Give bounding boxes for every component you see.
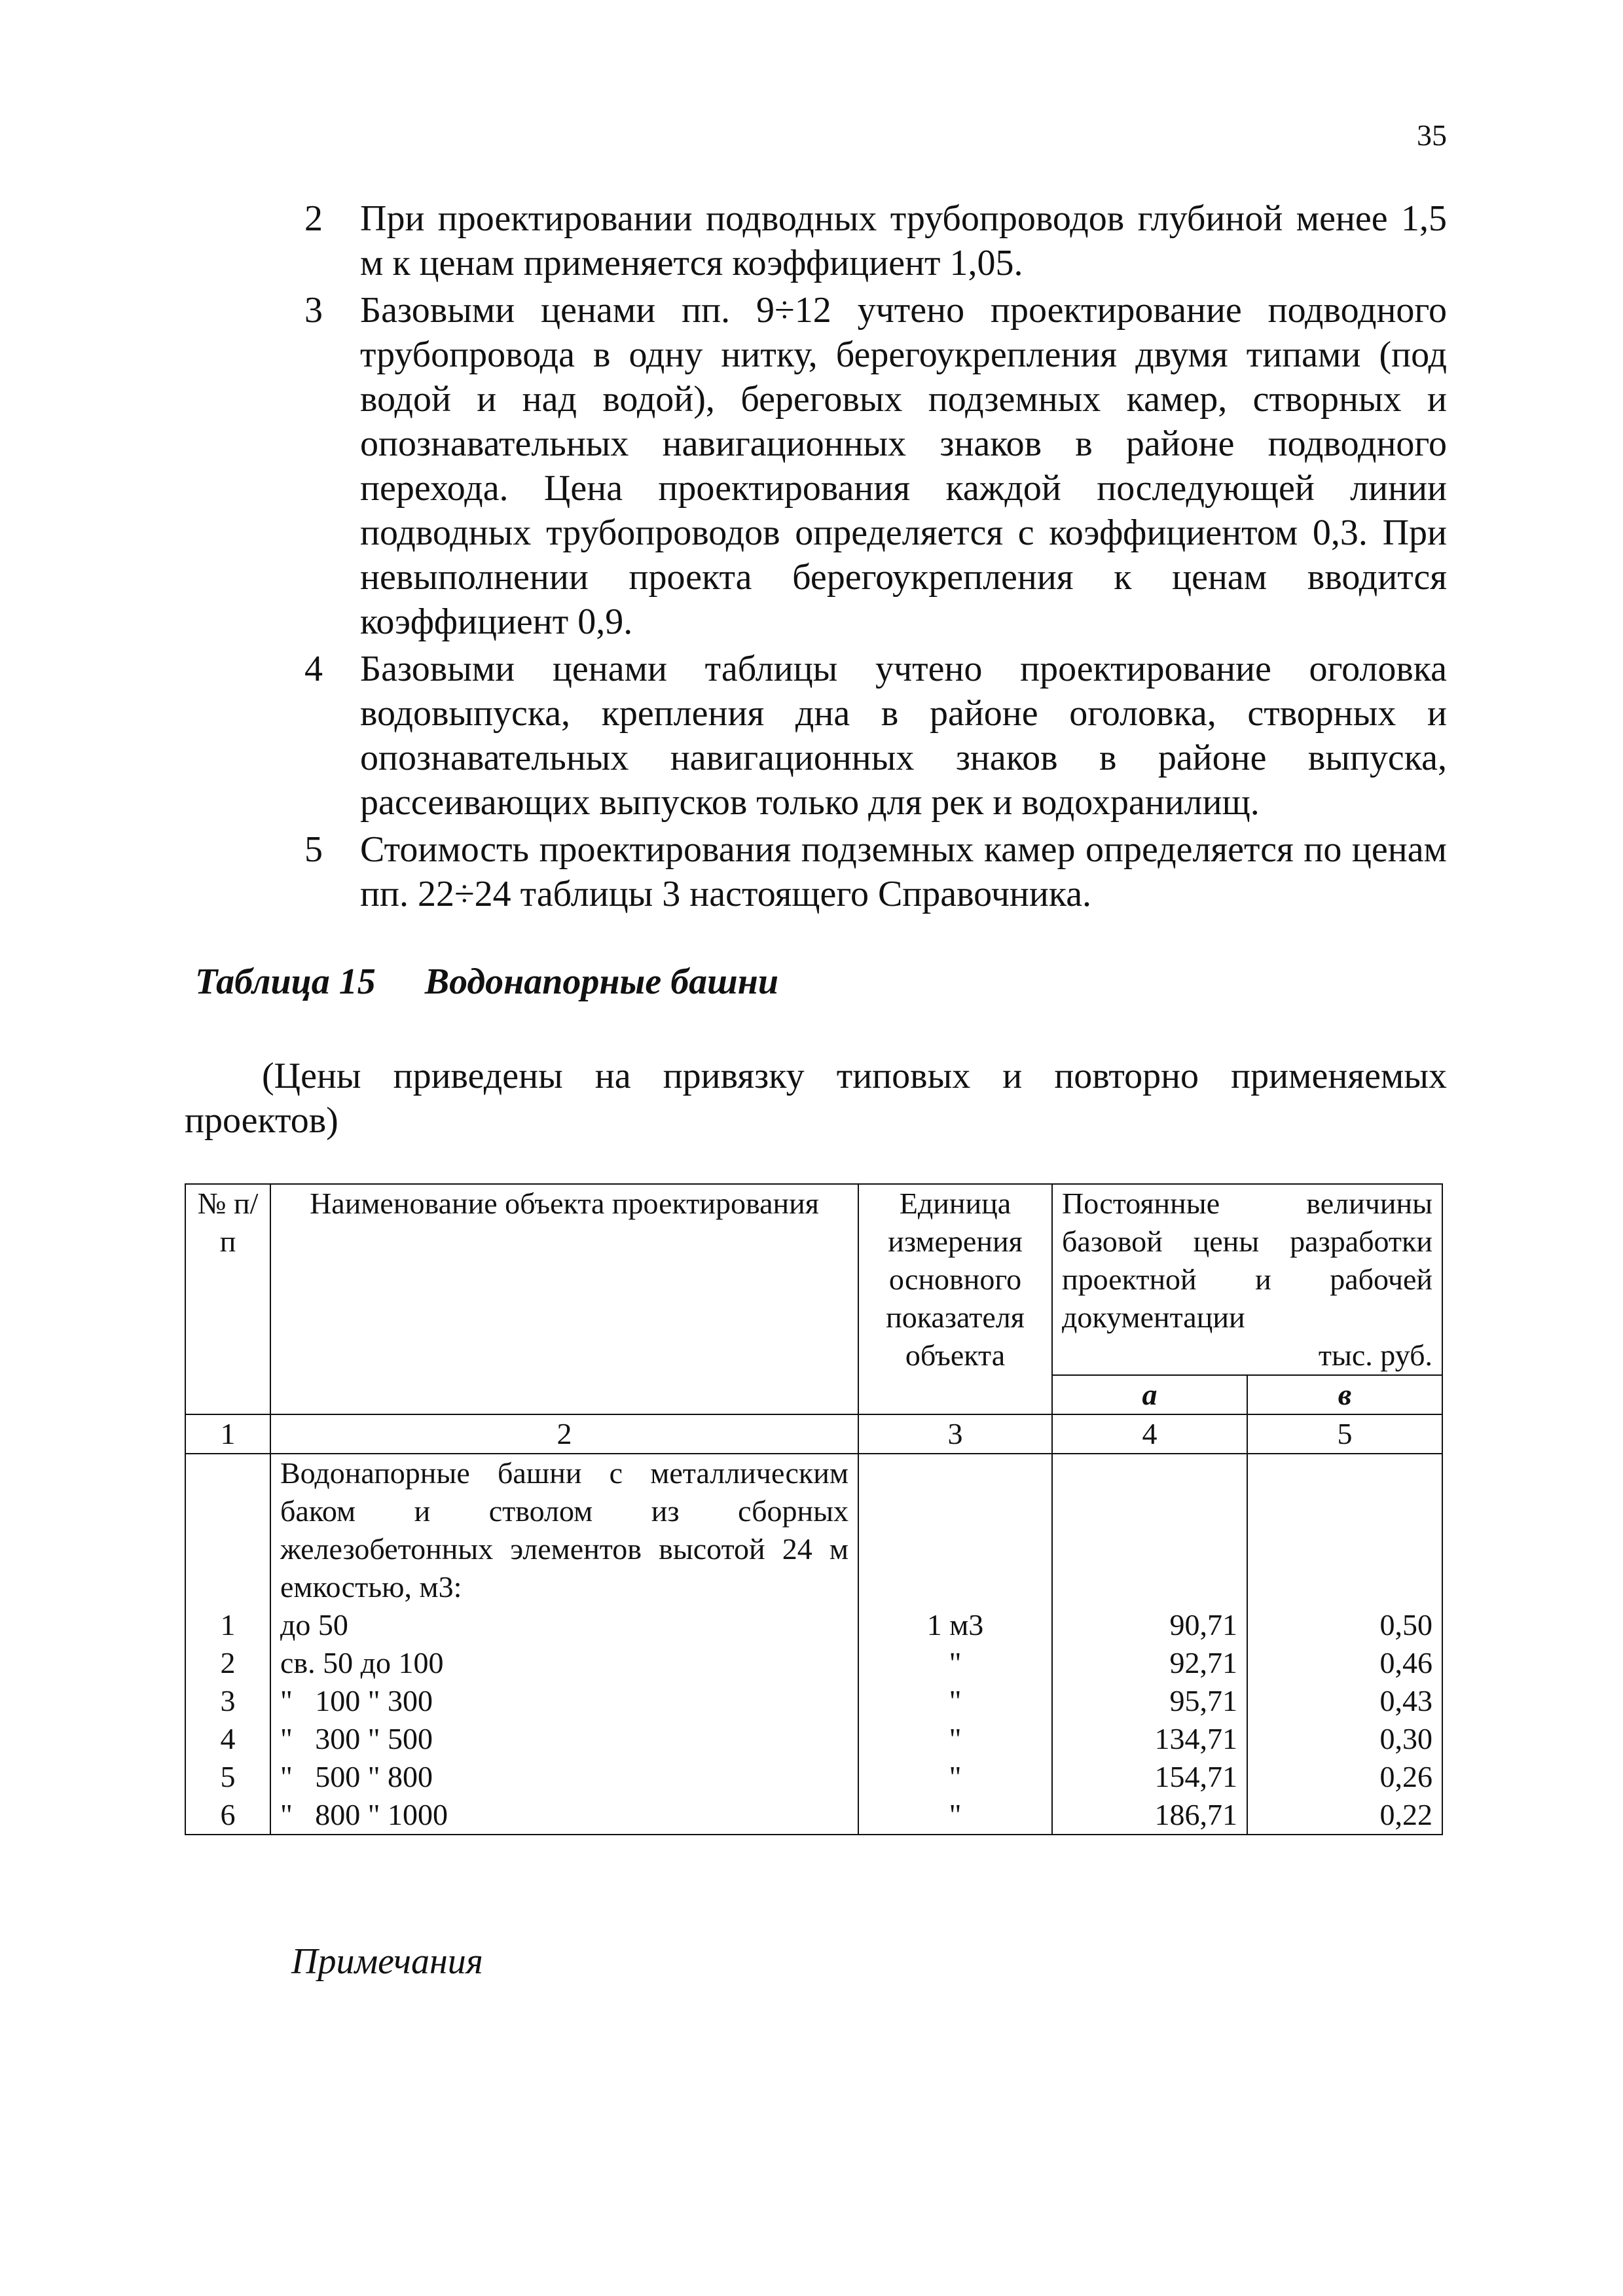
note-number: 3 (304, 290, 323, 331)
row-unit: " (949, 1798, 962, 1831)
unit-column (858, 1454, 1052, 1835)
col-number: 4 (1052, 1414, 1247, 1454)
price-table (185, 1183, 1443, 1835)
group-title: Водонапорные башни с металлическим баком и стволом из сборных железобетонных элементов высотой 24 м емкостью, м3: (280, 1456, 848, 1604)
note-number: 2 (304, 198, 323, 239)
row-value-b: 0,30 (1379, 1722, 1432, 1755)
subheader-a: а (1052, 1375, 1247, 1414)
row-unit: " (949, 1760, 962, 1793)
table-caption: (Цены приведены на привязку типовых и повторно применяемых проектов) (185, 1056, 1447, 1141)
page-number: 35 (1417, 118, 1447, 152)
row-value-b: 0,50 (1379, 1608, 1432, 1641)
name-column (270, 1454, 858, 1835)
note-item (304, 647, 1447, 825)
row-unit: " (949, 1646, 962, 1679)
header-num: № п/п (185, 1184, 270, 1414)
note-item (304, 288, 1447, 644)
note-number: 4 (304, 649, 323, 689)
row-name: " 100 " 300 (280, 1684, 433, 1717)
header-constants-word2: величины (1306, 1187, 1432, 1220)
col-number: 1 (185, 1414, 270, 1454)
header-name: Наименование объекта проектирования (270, 1184, 858, 1414)
table-label: Таблица 15 (195, 961, 376, 1002)
note-item (304, 827, 1447, 916)
col-number: 2 (270, 1414, 858, 1454)
row-value-a: 90,71 (1169, 1608, 1237, 1641)
row-name: " 800 " 1000 (280, 1798, 448, 1831)
table-header-row (185, 1184, 1442, 1375)
row-num: 2 (220, 1646, 236, 1679)
note-text: Базовыми ценами таблицы учтено проектирование оголовка водовыпуска, крепления дна в районе оголовка, створных и опознавательных навигационных знаков в районе выпуска, рассеивающих выпусков только для рек и водохранилищ. (360, 649, 1447, 823)
col-number: 5 (1247, 1414, 1442, 1454)
row-num: 3 (220, 1684, 236, 1717)
row-value-b: 0,46 (1379, 1646, 1432, 1679)
row-num: 4 (220, 1722, 236, 1755)
header-unit: Единица измерения основного показателя объекта (858, 1184, 1052, 1414)
column-number-row (185, 1414, 1442, 1454)
value-b-column (1247, 1454, 1442, 1835)
value-a-column (1052, 1454, 1247, 1835)
note-text: Стоимость проектирования подземных камер определяется по ценам пп. 22÷24 таблицы 3 настоящего Справочника. (360, 829, 1447, 914)
header-constants-first-line (1062, 1185, 1432, 1223)
row-num: 6 (220, 1798, 236, 1831)
row-name: св. 50 до 100 (280, 1646, 444, 1679)
header-constants (1052, 1184, 1442, 1375)
row-value-a: 186,71 (1154, 1798, 1237, 1831)
note-text: Базовыми ценами пп. 9÷12 учтено проектирование подводного трубопровода в одну нитку, берегоукрепления двумя типами (под водой и над водой), береговых подземных камер, створных и опознавательных навигационных знаков в районе подводного перехода. Цена проектирования каждой последующей линии подводных трубопроводов определяется с коэффициентом 0,3. При невыполнении проекта берегоукрепления к ценам вводится коэффициент 0,9. (360, 290, 1447, 642)
row-name: " 300 " 500 (280, 1722, 433, 1755)
row-num: 1 (220, 1608, 236, 1641)
row-value-a: 134,71 (1154, 1722, 1237, 1755)
remarks-heading: Примечания (291, 1941, 483, 1982)
row-value-b: 0,26 (1379, 1760, 1432, 1793)
col-number: 3 (858, 1414, 1052, 1454)
row-value-b: 0,22 (1379, 1798, 1432, 1831)
row-value-b: 0,43 (1379, 1684, 1432, 1717)
note-item (304, 196, 1447, 285)
row-unit: " (949, 1684, 962, 1717)
row-unit: " (949, 1722, 962, 1755)
row-unit: 1 м3 (926, 1608, 984, 1641)
row-value-a: 95,71 (1169, 1684, 1237, 1717)
table-title (195, 961, 778, 1003)
notes-list (304, 196, 1447, 919)
row-value-a: 92,71 (1169, 1646, 1237, 1679)
subheader-b: в (1247, 1375, 1442, 1414)
note-text: При проектировании подводных трубопроводов глубиной менее 1,5 м к ценам применяется коэффициент 1,05. (360, 198, 1447, 283)
header-constants-rest: базовой цены разработки проектной и рабочей документации (1062, 1225, 1432, 1334)
num-column (185, 1454, 270, 1835)
table-body-row (185, 1454, 1442, 1835)
table-name: Водонапорные башни (424, 961, 779, 1002)
row-name: " 500 " 800 (280, 1760, 433, 1793)
row-num: 5 (220, 1760, 236, 1793)
header-constants-unit: тыс. руб. (1318, 1338, 1432, 1372)
row-name: до 50 (280, 1608, 348, 1641)
note-number: 5 (304, 829, 323, 870)
row-value-a: 154,71 (1154, 1760, 1237, 1793)
header-constants-word1: Постоянные (1062, 1187, 1220, 1220)
